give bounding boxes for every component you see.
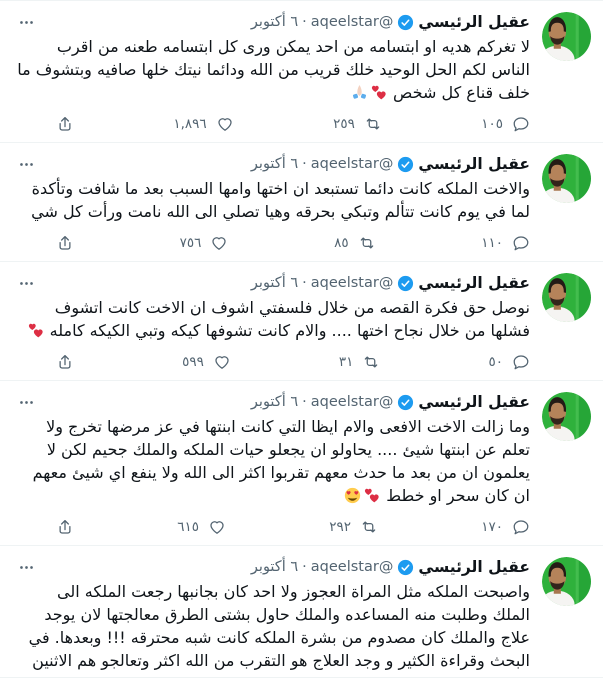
tweet-text-body: نوصل حق فكرة القصه من خلال فلسفتي اشوف ان الاخت كانت اتشوف فشلها من خلال نجاح اختها .... والام كانت تشوفها كيكه وتبي الكيكه كامله (44, 298, 530, 340)
reply-count: ١٧٠ (481, 519, 503, 535)
tweet-emojis (343, 486, 381, 505)
tweet-date[interactable]: ٦ أكتوبر (250, 275, 299, 291)
retweet-count: ٢٩٢ (329, 519, 351, 535)
avatar[interactable] (542, 557, 591, 606)
display-name[interactable]: عقيل الرئيسي (418, 558, 530, 576)
tweet[interactable] (0, 262, 603, 381)
tweet-text (16, 580, 530, 672)
retweet-button[interactable] (339, 353, 381, 371)
share-icon (56, 353, 74, 371)
avatar[interactable] (542, 154, 591, 203)
reply-button[interactable] (481, 518, 530, 536)
reply-count: ١١٠ (481, 235, 503, 251)
reply-count: ٥٠ (488, 354, 503, 370)
avatar[interactable] (542, 273, 591, 322)
reply-count: ١٠٥ (481, 116, 503, 132)
retweet-button[interactable] (334, 234, 376, 252)
reply-icon (512, 234, 530, 252)
tweet-header (16, 154, 530, 175)
tweet-emojis (350, 83, 388, 102)
tweet-text (16, 177, 530, 223)
tweet-date[interactable]: ٦ أكتوبر (250, 14, 299, 30)
verified-badge-icon (397, 156, 414, 173)
two-hearts-emoji-icon (27, 322, 44, 339)
display-name[interactable]: عقيل الرئيسي (418, 155, 530, 173)
more-icon[interactable] (16, 557, 37, 578)
retweet-button[interactable] (333, 115, 382, 133)
like-icon (216, 115, 234, 133)
avatar-greenscreen-portrait (542, 557, 591, 606)
avatar-greenscreen-portrait (542, 273, 591, 322)
reply-icon (512, 115, 530, 133)
verified-badge-icon (397, 14, 414, 31)
tweet-actions (16, 349, 530, 375)
reply-button[interactable] (488, 353, 530, 371)
display-name[interactable]: عقيل الرئيسي (418, 13, 530, 31)
separator-dot: · (302, 14, 307, 30)
share-button[interactable] (56, 518, 74, 536)
avatar-greenscreen-portrait (542, 154, 591, 203)
avatar[interactable] (542, 392, 591, 441)
user-handle[interactable]: @aqeelstar (310, 156, 394, 172)
tweet[interactable] (0, 546, 603, 678)
reply-button[interactable] (481, 115, 530, 133)
avatar-greenscreen-portrait (542, 12, 591, 61)
tweet[interactable] (0, 381, 603, 546)
share-button[interactable] (56, 353, 74, 371)
tweet-text-body: واصبحت الملكه مثل المراة العجوز ولا احد كان بجانبها رجعت الملكه الى الملك وطلبت منه المساعده والملك حاول بشتى الطرق معالجتها لان يوجد علاج والملك كان مصدوم من بشرة الملكه كانت شبه محترقه !!! وبعدها. في البحث وقراءة الكثير و وجد العلاج هو التقرب من الله اكثر وتعالجو هم الاثنين (28, 582, 530, 670)
two-hearts-emoji-icon (370, 84, 387, 101)
like-count: ٦١٥ (177, 519, 199, 535)
verified-badge-icon (397, 275, 414, 292)
tweet[interactable] (0, 1, 603, 143)
like-count: ١,٨٩٦ (173, 116, 207, 132)
tweet-emojis (26, 321, 45, 340)
verified-badge-icon (397, 559, 414, 576)
user-handle[interactable]: @aqeelstar (310, 275, 394, 291)
two-hearts-emoji-icon (363, 487, 380, 504)
user-handle[interactable]: @aqeelstar (310, 14, 394, 30)
separator-dot: · (302, 156, 307, 172)
folded-hands-emoji-icon (351, 84, 368, 101)
retweet-count: ٢٥٩ (333, 116, 355, 132)
share-icon (56, 518, 74, 536)
tweet-text (16, 415, 530, 507)
reply-button[interactable] (481, 234, 530, 252)
tweet-text (16, 296, 530, 342)
tweet-actions (16, 111, 530, 137)
share-button[interactable] (56, 115, 74, 133)
retweet-count: ٣١ (338, 354, 354, 370)
reply-icon (512, 518, 530, 536)
user-handle[interactable]: @aqeelstar (310, 559, 394, 575)
retweet-icon (362, 353, 380, 371)
like-button[interactable] (173, 115, 233, 133)
heart-eyes-emoji-icon (344, 487, 361, 504)
retweet-count: ٨٥ (334, 235, 349, 251)
like-icon (213, 353, 231, 371)
tweet-header (16, 12, 530, 33)
like-count: ٧٥٦ (179, 235, 202, 251)
retweet-icon (358, 234, 376, 252)
avatar[interactable] (542, 12, 591, 61)
separator-dot: · (302, 559, 307, 575)
retweet-icon (364, 115, 382, 133)
user-handle[interactable]: @aqeelstar (310, 394, 394, 410)
separator-dot: · (302, 275, 307, 291)
like-count: ٥٩٩ (182, 354, 204, 370)
separator-dot: · (302, 394, 307, 410)
tweet-header (16, 392, 530, 413)
tweet-date[interactable]: ٦ أكتوبر (250, 559, 299, 575)
tweet-text-body: والاخت الملكه كانت دائما تستبعد ان اختها وامها السبب بعد ما شافت وتأكدة لما في يوم كانت تتألم وتبكي بحرقه وهيا تصلي الى الله نامت ورأت كل شي (31, 179, 530, 221)
tweet-actions (16, 230, 530, 256)
retweet-icon (360, 518, 378, 536)
tweet-text-body: وما زالت الاخت الافعى والام ايظا التي كانت ابنتها في عز مرضها تخرج ولا تعلم عن ابنتها شيئ .... يحاولو ان يجعلو حيات الملكه والملك جحيم لكن لا يعلمون ان من بعد ما حدث معهم تقربوا اكثر الى الله ولا ينفع اي شيئ معهم ان كان سحر او خطط (32, 417, 530, 505)
like-icon (208, 518, 226, 536)
share-icon (56, 234, 74, 252)
tweet-date[interactable]: ٦ أكتوبر (250, 394, 299, 410)
tweet-actions (16, 514, 530, 540)
avatar-greenscreen-portrait (542, 392, 591, 441)
verified-badge-icon (397, 394, 414, 411)
like-icon (210, 234, 228, 252)
tweet-header (16, 557, 530, 578)
display-name[interactable]: عقيل الرئيسي (418, 274, 530, 292)
more-icon[interactable] (16, 392, 37, 413)
retweet-button[interactable] (329, 518, 378, 536)
more-icon[interactable] (16, 154, 37, 175)
more-icon[interactable] (16, 12, 37, 33)
more-icon[interactable] (16, 273, 37, 294)
tweet-header (16, 273, 530, 294)
like-button[interactable] (182, 353, 231, 371)
display-name[interactable]: عقيل الرئيسي (418, 393, 530, 411)
like-button[interactable] (180, 234, 229, 252)
share-button[interactable] (56, 234, 74, 252)
tweet-date[interactable]: ٦ أكتوبر (250, 156, 299, 172)
like-button[interactable] (177, 518, 226, 536)
tweet-text (16, 35, 530, 104)
share-icon (56, 115, 74, 133)
tweet[interactable] (0, 143, 603, 262)
reply-icon (512, 353, 530, 371)
tweet-text-body: لا تغركم هديه او ابتسامه من احد يمكن ورى كل ابتسامه طعنه من اقرب الناس لكم الحل الوحيد خلك قريب من الله ودائما نيتك خلها صافيه وبتشوف ما خلف قناع كل شخص (17, 37, 530, 102)
